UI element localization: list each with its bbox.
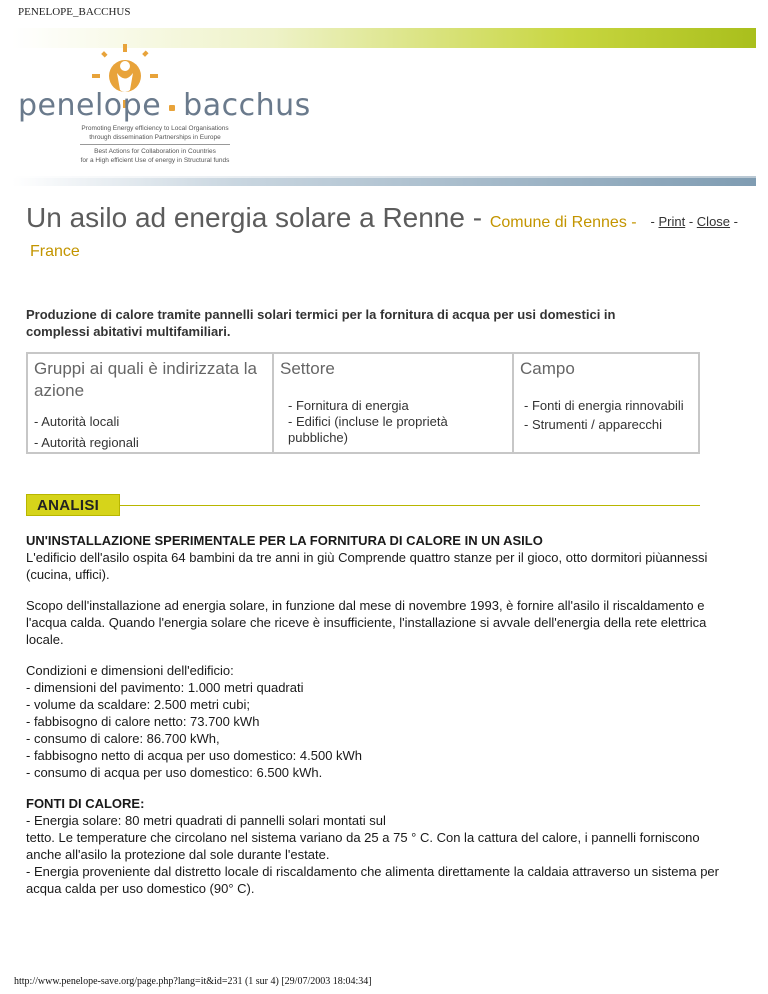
content-paragraph: Scopo dell'installazione ad energia solare, in funzione dal mese di novembre 1993, è fornire all'asilo il riscaldamento e l'acqua calda. Quando l'energia solare che riceve è insufficiente, l'installazione si avvale dell'energia della rete elettrica locale. <box>26 598 707 647</box>
target-groups-column <box>28 354 274 452</box>
tagline-line-1a: Promoting Energy efficiency to Local Organisations <box>81 125 229 132</box>
brand-wordmark <box>18 88 311 123</box>
heat-source-solar-line1: - Energia solare: 80 metri quadrati di pannelli solari montati sul <box>26 813 386 828</box>
title-country: France <box>30 243 80 260</box>
field-item: - Strumenti / apparecchi <box>524 417 663 432</box>
tagline-line-1b: through dissemination Partnerships in Europe <box>89 134 221 141</box>
conditions-block <box>26 662 726 781</box>
sector-column <box>274 354 514 452</box>
brand-left: penelope <box>18 88 162 123</box>
condition-item: - consumo di acqua per uso domestico: 6.500 kWh. <box>26 765 323 780</box>
content-heading-installation: UN'INSTALLAZIONE SPERIMENTALE PER LA FORNITURA DI CALORE IN UN ASILO <box>26 533 543 548</box>
target-group-item: - Autorità regionali <box>34 435 139 450</box>
field-column <box>514 354 698 452</box>
section-rule <box>120 505 700 506</box>
page-footer-url: http://www.penelope-save.org/page.php?lang=it&id=231 (1 sur 4) [29/07/2003 18:04:34] <box>14 976 372 987</box>
section-header-analisi <box>26 494 700 516</box>
sector-item: - Edifici (incluse le proprietà pubbliche) <box>288 414 448 445</box>
brand-dot <box>169 105 175 111</box>
content-heading-sources: FONTI DI CALORE: <box>26 796 145 811</box>
brand-right: bacchus <box>183 88 311 123</box>
sector-item: - Fornitura di energia <box>288 398 409 413</box>
classification-table <box>26 352 700 454</box>
condition-item: - dimensioni del pavimento: 1.000 metri quadrati <box>26 680 304 695</box>
target-group-item: - Autorità locali <box>34 414 120 429</box>
actions-separator: - <box>685 214 697 229</box>
condition-item: - consumo di calore: 86.700 kWh, <box>26 731 220 746</box>
conditions-title: Condizioni e dimensioni dell'edificio: <box>26 663 234 678</box>
page-title <box>26 202 746 260</box>
analysis-content <box>26 532 726 897</box>
document-title: PENELOPE_BACCHUS <box>18 6 131 18</box>
tagline-line-2b: for a High efficient Use of energy in Structural funds <box>80 157 230 164</box>
actions-suffix: - <box>730 214 738 229</box>
action-summary: Produzione di calore tramite pannelli solari termici per la fornitura di acqua per usi domestici in complessi abitativi multifamiliari. <box>26 307 616 339</box>
heat-sources-block <box>26 795 726 897</box>
header-banner <box>12 28 756 186</box>
actions-prefix: - <box>650 214 659 229</box>
banner-bottom-band <box>12 178 756 186</box>
title-municipality: Comune di Rennes - <box>489 214 637 231</box>
condition-item: - volume da scaldare: 2.500 metri cubi; <box>26 697 250 712</box>
title-main: Un asilo ad energia solare a Renne - <box>26 202 490 233</box>
field-item: - Fonti di energia rinnovabili <box>524 398 684 413</box>
print-link[interactable]: Print <box>658 214 686 229</box>
heat-source-district: - Energia proveniente dal distretto locale di riscaldamento che alimenta direttamente la caldaia attraverso un sistema per acqua calda per uso domestico (90° C). <box>26 864 719 896</box>
content-paragraph: L'edificio dell'asilo ospita 64 bambini da tre anni in giù Comprende quattro stanze per il gioco, otto dormitori piùannessi (cucina, uffici). <box>26 550 708 582</box>
field-heading: Campo <box>520 359 575 378</box>
target-groups-heading: Gruppi ai quali è indirizzata la azione <box>34 359 258 400</box>
condition-item: - fabbisogno di calore netto: 73.700 kWh <box>26 714 260 729</box>
sector-heading: Settore <box>280 359 335 378</box>
tagline-line-2a: Best Actions for Collaboration in Countries <box>94 148 216 155</box>
heat-source-solar-line2: tetto. Le temperature che circolano nel sistema variano da 25 a 75 ° C. Con la cattura del calore, i pannelli forniscono anche all'asilo la protezione dal sole durante l'estate. <box>26 830 700 862</box>
close-link[interactable]: Close <box>696 214 731 229</box>
section-label: ANALISI <box>26 494 120 516</box>
brand-tagline <box>40 124 270 165</box>
tagline-divider <box>80 144 230 145</box>
condition-item: - fabbisogno netto di acqua per uso domestico: 4.500 kWh <box>26 748 363 763</box>
